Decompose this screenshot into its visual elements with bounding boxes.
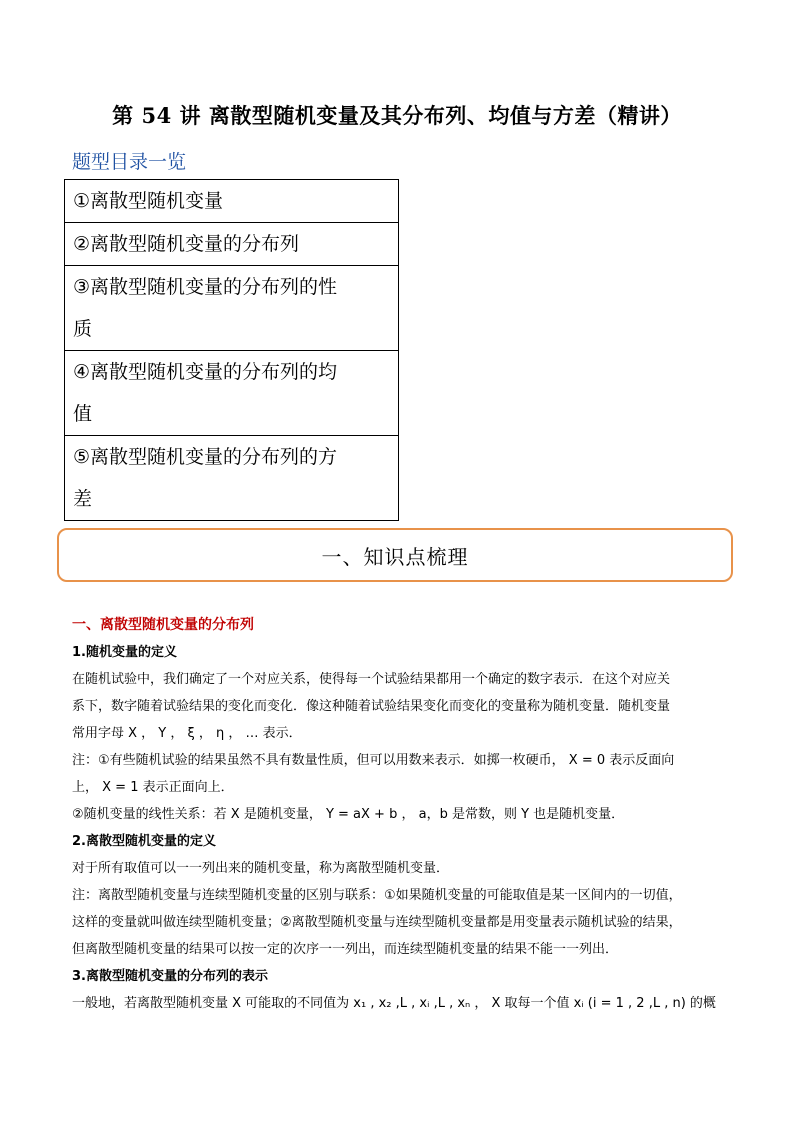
toc-row [65,351,399,436]
note-line: 注：离散型随机变量与连续型随机变量的区别与联系：①如果随机变量的可能取值是某一区间内的一切值， [72,888,682,903]
paragraph-line: 在随机试验中，我们确定了一个对应关系，使得每一个试验结果都用一个确定的数字表示．在这个对应关 [72,672,671,687]
toc-item [65,223,399,266]
content-body [72,612,727,1017]
paragraph-line: 对于所有取值可以一一列出来的随机变量，称为离散型随机变量． [72,861,450,876]
toc-row [65,180,399,223]
page-title: 第 54 讲 离散型随机变量及其分布列、均值与方差（精讲） [112,103,682,128]
paragraph-line: 一般地，若离散型随机变量 X 可能取的不同值为 x₁ , x₂ ,L , xᵢ ,L , xₙ ， X 取每一个值 xᵢ (i = 1 , 2 ,L , n) 的概 [72,996,716,1011]
toc-item-line: 差 [73,488,93,510]
toc-row [65,266,399,351]
toc-item-line: ①离散型随机变量 [73,190,224,212]
toc-item-line: ②离散型随机变量的分布列 [73,233,300,255]
paragraph-line: 系下，数字随着试验结果的变化而变化．像这种随着试验结果变化而变化的变量称为随机变量．随机变量 [72,699,671,714]
note-line: 这样的变量就叫做连续型随机变量；②离散型随机变量与连续型随机变量都是用变量表示随机试验的结果， [72,915,682,930]
toc-table [64,179,399,521]
section-banner [57,528,733,582]
toc-item-line: ③离散型随机变量的分布列的性 [73,276,338,298]
toc-item [65,436,399,521]
toc-item-line: 值 [73,403,93,425]
toc-item-line: 质 [73,318,93,340]
subheading-discrete-definition: 2.离散型随机变量的定义 [72,834,216,849]
note-line: 但离散型随机变量的结果可以按一定的次序一一列出，而连续型随机变量的结果不能一一列出． [72,942,619,957]
toc-heading: 题型目录一览 [72,151,187,173]
paragraph-line: 常用字母 X ， Y ， ξ ， η ， … 表示． [72,726,302,741]
note-line: 上， X = 1 表示正面向上． [72,780,234,795]
toc-item [65,180,399,223]
toc-item [65,266,399,351]
toc-row [65,223,399,266]
toc-item-line: ④离散型随机变量的分布列的均 [73,361,338,383]
subheading-distribution-representation: 3.离散型随机变量的分布列的表示 [72,969,268,984]
subheading-random-variable-definition: 1.随机变量的定义 [72,645,177,660]
note-line: 注：①有些随机试验的结果虽然不具有数量性质，但可以用数来表示．如掷一枚硬币， X = 0 表示反面向 [72,753,675,768]
toc-item-line: ⑤离散型随机变量的分布列的方 [73,446,338,468]
note-line: ②随机变量的线性关系：若 X 是随机变量， Y = aX + b ， a，b 是常数，则 Y 也是随机变量． [72,807,625,822]
content-heading: 一、离散型随机变量的分布列 [72,617,254,633]
toc-item [65,351,399,436]
toc-row [65,436,399,521]
section-title: 一、知识点梳理 [321,544,469,569]
